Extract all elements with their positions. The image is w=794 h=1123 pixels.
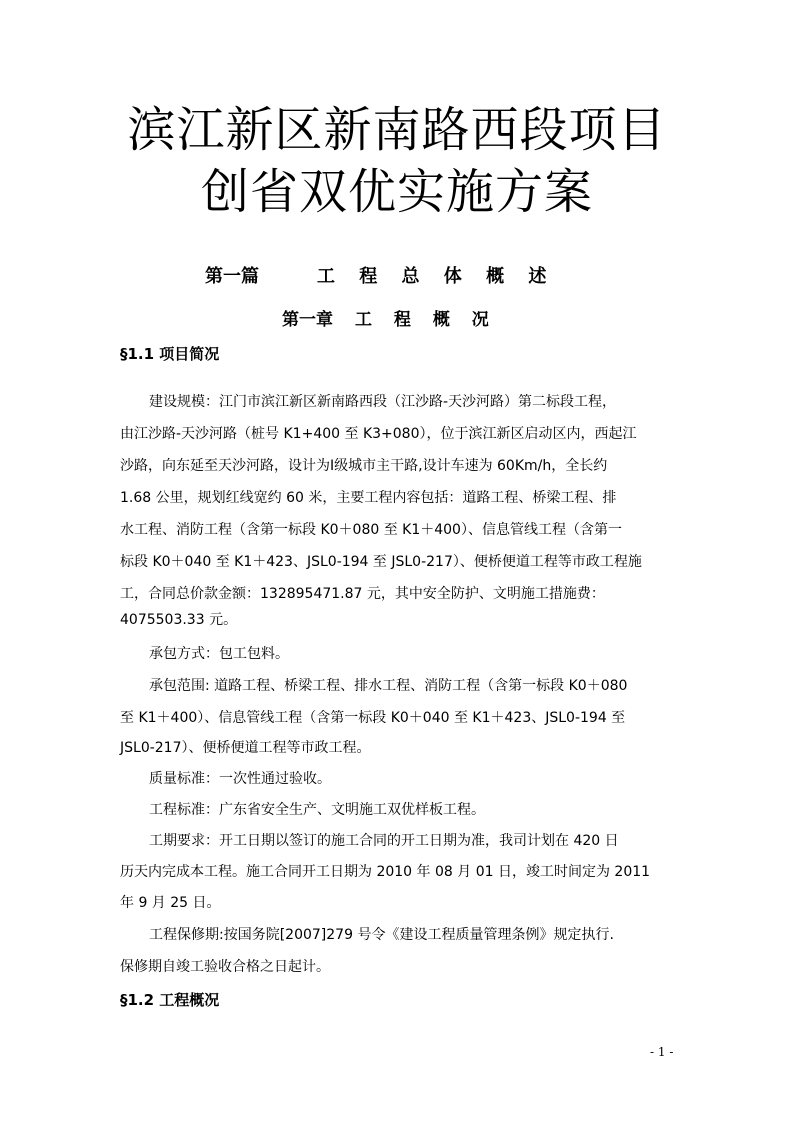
part-number: 第一篇	[205, 266, 259, 287]
body-line: 工程标准：广东省安全生产、文明施工双优样板工程。	[149, 802, 485, 818]
document-title-line-2: 创省双优实施方案	[200, 164, 593, 220]
page-number: - 1 -	[650, 1045, 674, 1059]
part-heading	[205, 262, 555, 288]
body-line: 保修期自竣工验收合格之日起计。	[120, 959, 330, 975]
chapter-heading	[282, 305, 497, 330]
body-line: 4075503.33 元。	[120, 612, 238, 628]
body-line: 年 9 月 25 日。	[120, 895, 221, 911]
chapter-number: 第一章	[282, 310, 333, 330]
body-line: 工期要求：开工日期以签订的施工合同的开工日期为准，我司计划在 420 日	[149, 833, 619, 849]
body-line: 沙路，向东延至天沙河路，设计为Ⅰ级城市主干路,设计车速为 60Km/h，全长约	[120, 458, 608, 474]
body-line: 工程保修期:按国务院[2007]279 号令《建设工程质量管理条例》规定执行.	[149, 927, 614, 943]
body-line: 历天内完成本工程。施工合同开工日期为 2010 年 08 月 01 日，竣工时间定为 2011	[120, 864, 651, 880]
section-heading-1-2: §1.2 工程概况	[120, 991, 220, 1009]
body-line: 承包范围: 道路工程、桥梁工程、排水工程、消防工程（含第一标段 K0＋080	[149, 678, 628, 694]
body-line: 工，合同总价款金额：132895471.87 元，其中安全防护、文明施工措施费：	[120, 586, 605, 602]
section-heading-1-1: §1.1 项目简况	[120, 345, 220, 363]
body-line: 至 K1＋400）、信息管线工程（含第一标段 K0＋040 至 K1＋423、JSL0-194 至	[120, 710, 626, 726]
body-line: 质量标准：一次性通过验收。	[149, 771, 331, 787]
body-line: 建设规模：江门市滨江新区新南路西段（江沙路-天沙河路）第二标段工程，	[149, 394, 617, 410]
body-line: 承包方式：包工包料。	[149, 646, 289, 662]
document-title-line-1: 滨江新区新南路西段项目	[127, 102, 667, 158]
part-name: 工 程 总 体 概 述	[317, 266, 556, 287]
body-line: 标段 K0＋040 至 K1＋423、JSL0-194 至 JSL0-217）、便桥便道工程等市政工程施	[120, 554, 642, 570]
body-line: 由江沙路-天沙河路（桩号 K1+400 至 K3+080），位于滨江新区启动区内，西起江	[120, 426, 637, 442]
body-line: 1.68 公里，规划红线宽约 60 米，主要工程内容包括：道路工程、桥梁工程、排	[120, 490, 617, 506]
chapter-name: 工 程 概 况	[355, 310, 497, 330]
body-line: 水工程、消防工程（含第一标段 K0＋080 至 K1＋400）、信息管线工程（含第一	[120, 522, 622, 538]
body-line: JSL0-217）、便桥便道工程等市政工程。	[120, 740, 371, 756]
